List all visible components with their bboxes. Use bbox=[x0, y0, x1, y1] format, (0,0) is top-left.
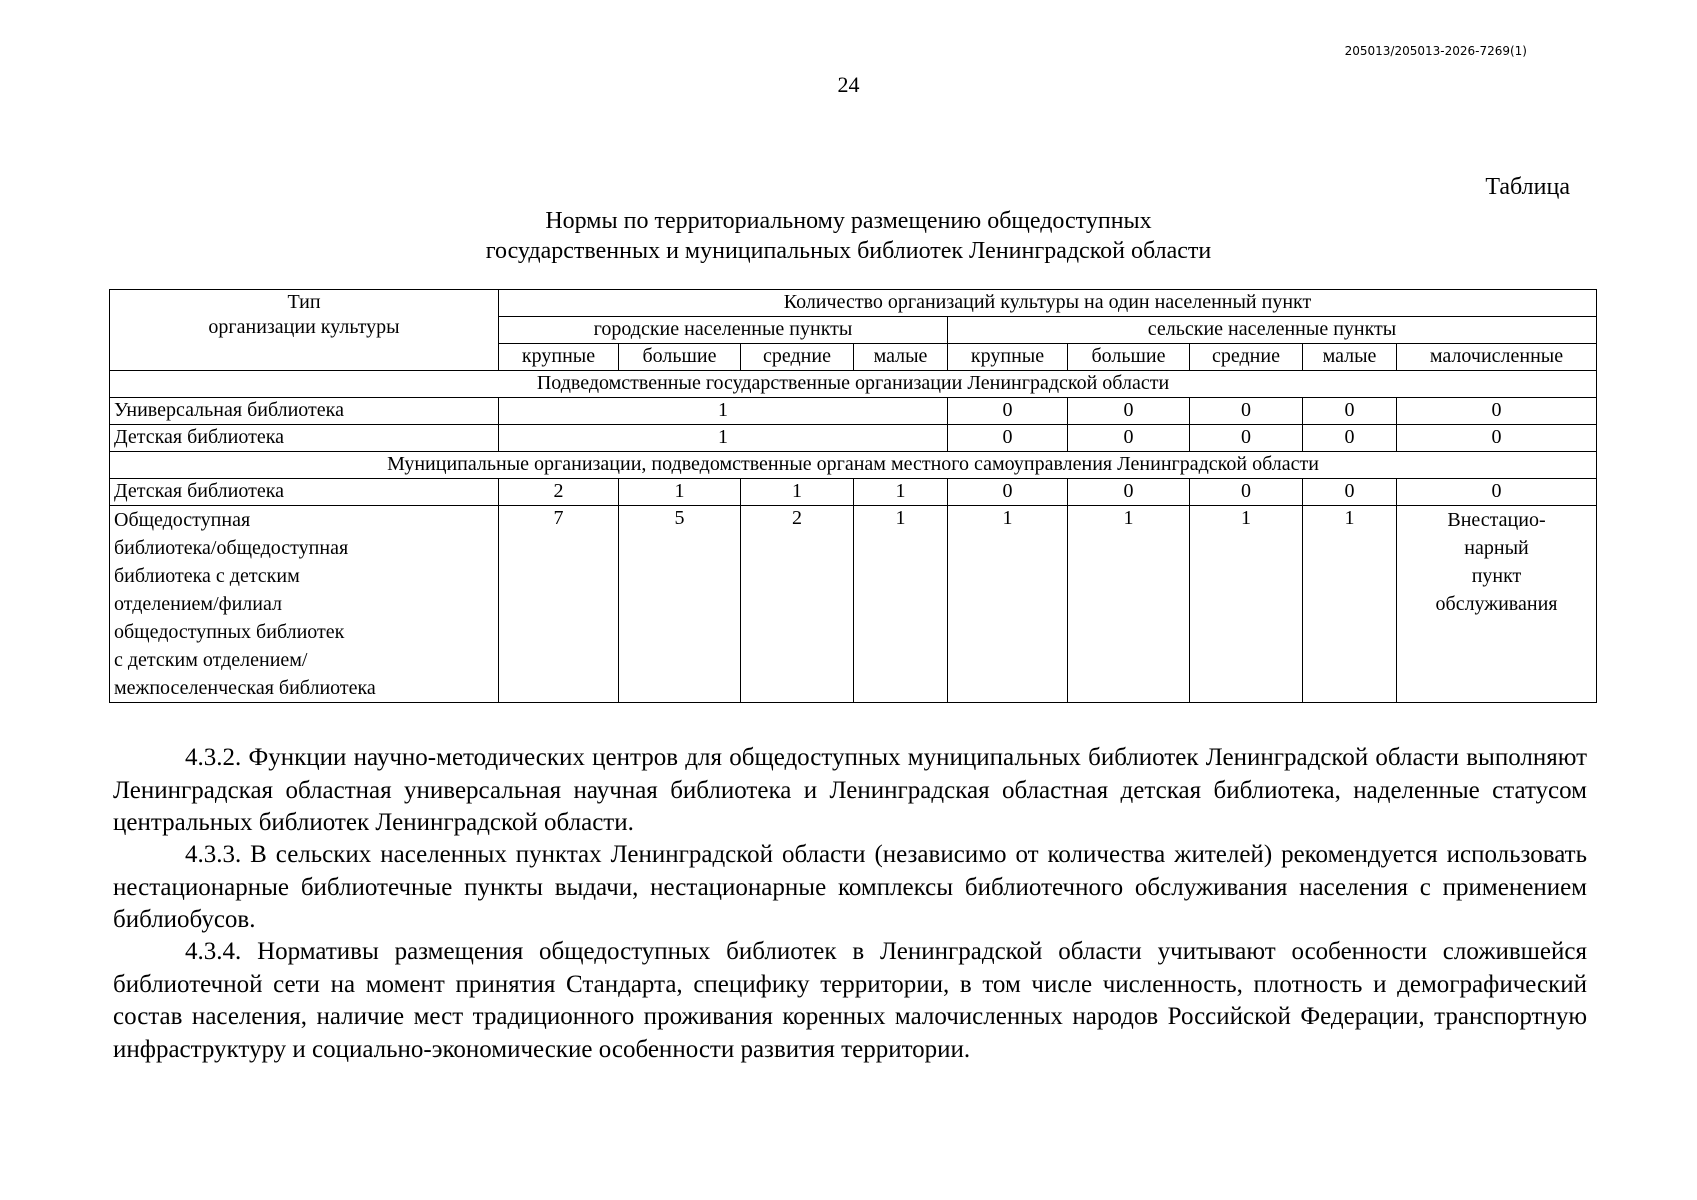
value-cell: 0 bbox=[1068, 398, 1190, 425]
urban-value-cell: 1 bbox=[499, 398, 948, 425]
urban-col-header: средние bbox=[741, 344, 854, 371]
value-cell: 0 bbox=[1190, 398, 1303, 425]
table-title bbox=[0, 206, 1697, 266]
value-cell: 0 bbox=[1397, 398, 1597, 425]
urban-col-header: малые bbox=[854, 344, 948, 371]
value-cell: 0 bbox=[1303, 425, 1397, 452]
rural-header-cell: сельские населенные пункты bbox=[948, 317, 1597, 344]
row-type-line: межпоселенческая библиотека bbox=[114, 677, 376, 699]
page-number: 24 bbox=[837, 72, 860, 97]
type-header-line: Тип bbox=[287, 291, 321, 313]
row-type-cell: Универсальная библиотека bbox=[110, 398, 499, 425]
value-line: обслуживания bbox=[1435, 593, 1558, 615]
paragraph-4-3-4 bbox=[113, 936, 1587, 1066]
value-cell: 0 bbox=[948, 398, 1068, 425]
row-type-cell: Детская библиотека bbox=[110, 425, 499, 452]
paragraph-4-3-2 bbox=[113, 742, 1587, 840]
value-cell: 0 bbox=[1397, 425, 1597, 452]
value-cell: 1 bbox=[1190, 506, 1303, 703]
row-type-line: с детским отделением/ bbox=[114, 649, 308, 671]
row-type-line: Общедоступная bbox=[114, 509, 251, 531]
row-type-cell: Детская библиотека bbox=[110, 479, 499, 506]
count-header-cell: Количество организаций культуры на один населенный пункт bbox=[499, 290, 1597, 317]
table-label: Таблица bbox=[1485, 174, 1570, 200]
type-header-cell bbox=[110, 290, 499, 371]
section-header-cell: Муниципальные организации, подведомственные органам местного самоуправления Ленинградской области bbox=[110, 452, 1597, 479]
table-header-row bbox=[110, 290, 1597, 317]
urban-col-header: большие bbox=[619, 344, 741, 371]
value-cell: 1 bbox=[948, 506, 1068, 703]
rural-col-header: средние bbox=[1190, 344, 1303, 371]
section-header-cell: Подведомственные государственные организации Ленинградской области bbox=[110, 371, 1597, 398]
table-row bbox=[110, 425, 1597, 452]
urban-col-header: крупные bbox=[499, 344, 619, 371]
value-cell: 0 bbox=[1068, 425, 1190, 452]
paragraph-text: 4.3.2. Функции научно-методических центров для общедоступных муниципальных библиотек Ленинградской области выполняют Ленинградская областная универсальная научная библиотека и Ленинградская областная детская библиотека, наделенные статусом центральных библиотек Ленинградской области. bbox=[113, 744, 1587, 836]
value-cell: 0 bbox=[1303, 479, 1397, 506]
value-cell: 0 bbox=[948, 425, 1068, 452]
table-row bbox=[110, 479, 1597, 506]
table-row bbox=[110, 506, 1597, 703]
urban-value-cell: 1 bbox=[499, 425, 948, 452]
table-title-line: Нормы по территориальному размещению общедоступных bbox=[545, 208, 1152, 234]
paragraph-4-3-3 bbox=[113, 839, 1587, 937]
document-id: 205013/205013-2026-7269(1) bbox=[1344, 44, 1527, 58]
value-cell: 0 bbox=[1190, 479, 1303, 506]
value-cell bbox=[1397, 506, 1597, 703]
value-cell: 2 bbox=[499, 479, 619, 506]
paragraph-text: 4.3.4. Нормативы размещения общедоступных библиотек в Ленинградской области учитывают особенности сложившейся библиотечной сети на момент принятия Стандарта, специфику территории, в том числе численность, плотность и демографический состав населения, наличие мест традиционного проживания коренных малочисленных народов Российской Федерации, транспортную инфраструктуру и социально-экономические особенности развития территории. bbox=[113, 938, 1587, 1063]
value-line: нарный bbox=[1464, 537, 1529, 559]
paragraph-text: 4.3.3. В сельских населенных пунктах Ленинградской области (независимо от количества жителей) рекомендуется использовать нестационарные библиотечные пункты выдачи, нестационарные комплексы библиотечного обслуживания населения с применением библиобусов. bbox=[113, 841, 1587, 933]
value-cell: 1 bbox=[854, 479, 948, 506]
value-line: пункт bbox=[1471, 565, 1522, 587]
value-cell: 0 bbox=[1068, 479, 1190, 506]
row-type-line: библиотека/общедоступная bbox=[114, 537, 349, 559]
value-cell: 0 bbox=[1190, 425, 1303, 452]
section-row bbox=[110, 371, 1597, 398]
row-type-line: общедоступных библиотек bbox=[114, 621, 345, 643]
row-type-cell bbox=[110, 506, 499, 703]
rural-col-header: малые bbox=[1303, 344, 1397, 371]
norms-table bbox=[109, 289, 1597, 703]
row-type-line: библиотека с детским bbox=[114, 565, 300, 587]
value-cell: 1 bbox=[741, 479, 854, 506]
section-row bbox=[110, 452, 1597, 479]
rural-col-header: большие bbox=[1068, 344, 1190, 371]
value-cell: 2 bbox=[741, 506, 854, 703]
type-header-line: организации культуры bbox=[208, 316, 400, 338]
rural-col-header: малочисленные bbox=[1397, 344, 1597, 371]
value-cell: 5 bbox=[619, 506, 741, 703]
value-cell: 1 bbox=[619, 479, 741, 506]
urban-header-cell: городские населенные пункты bbox=[499, 317, 948, 344]
value-cell: 1 bbox=[1303, 506, 1397, 703]
value-line: Внестацио- bbox=[1447, 509, 1546, 531]
table-title-line: государственных и муниципальных библиотек Ленинградской области bbox=[485, 238, 1212, 264]
row-type-line: отделением/филиал bbox=[114, 593, 282, 615]
value-cell: 7 bbox=[499, 506, 619, 703]
value-cell: 1 bbox=[1068, 506, 1190, 703]
value-cell: 0 bbox=[1397, 479, 1597, 506]
table-row bbox=[110, 398, 1597, 425]
value-cell: 0 bbox=[948, 479, 1068, 506]
value-cell: 0 bbox=[1303, 398, 1397, 425]
value-cell: 1 bbox=[854, 506, 948, 703]
rural-col-header: крупные bbox=[948, 344, 1068, 371]
